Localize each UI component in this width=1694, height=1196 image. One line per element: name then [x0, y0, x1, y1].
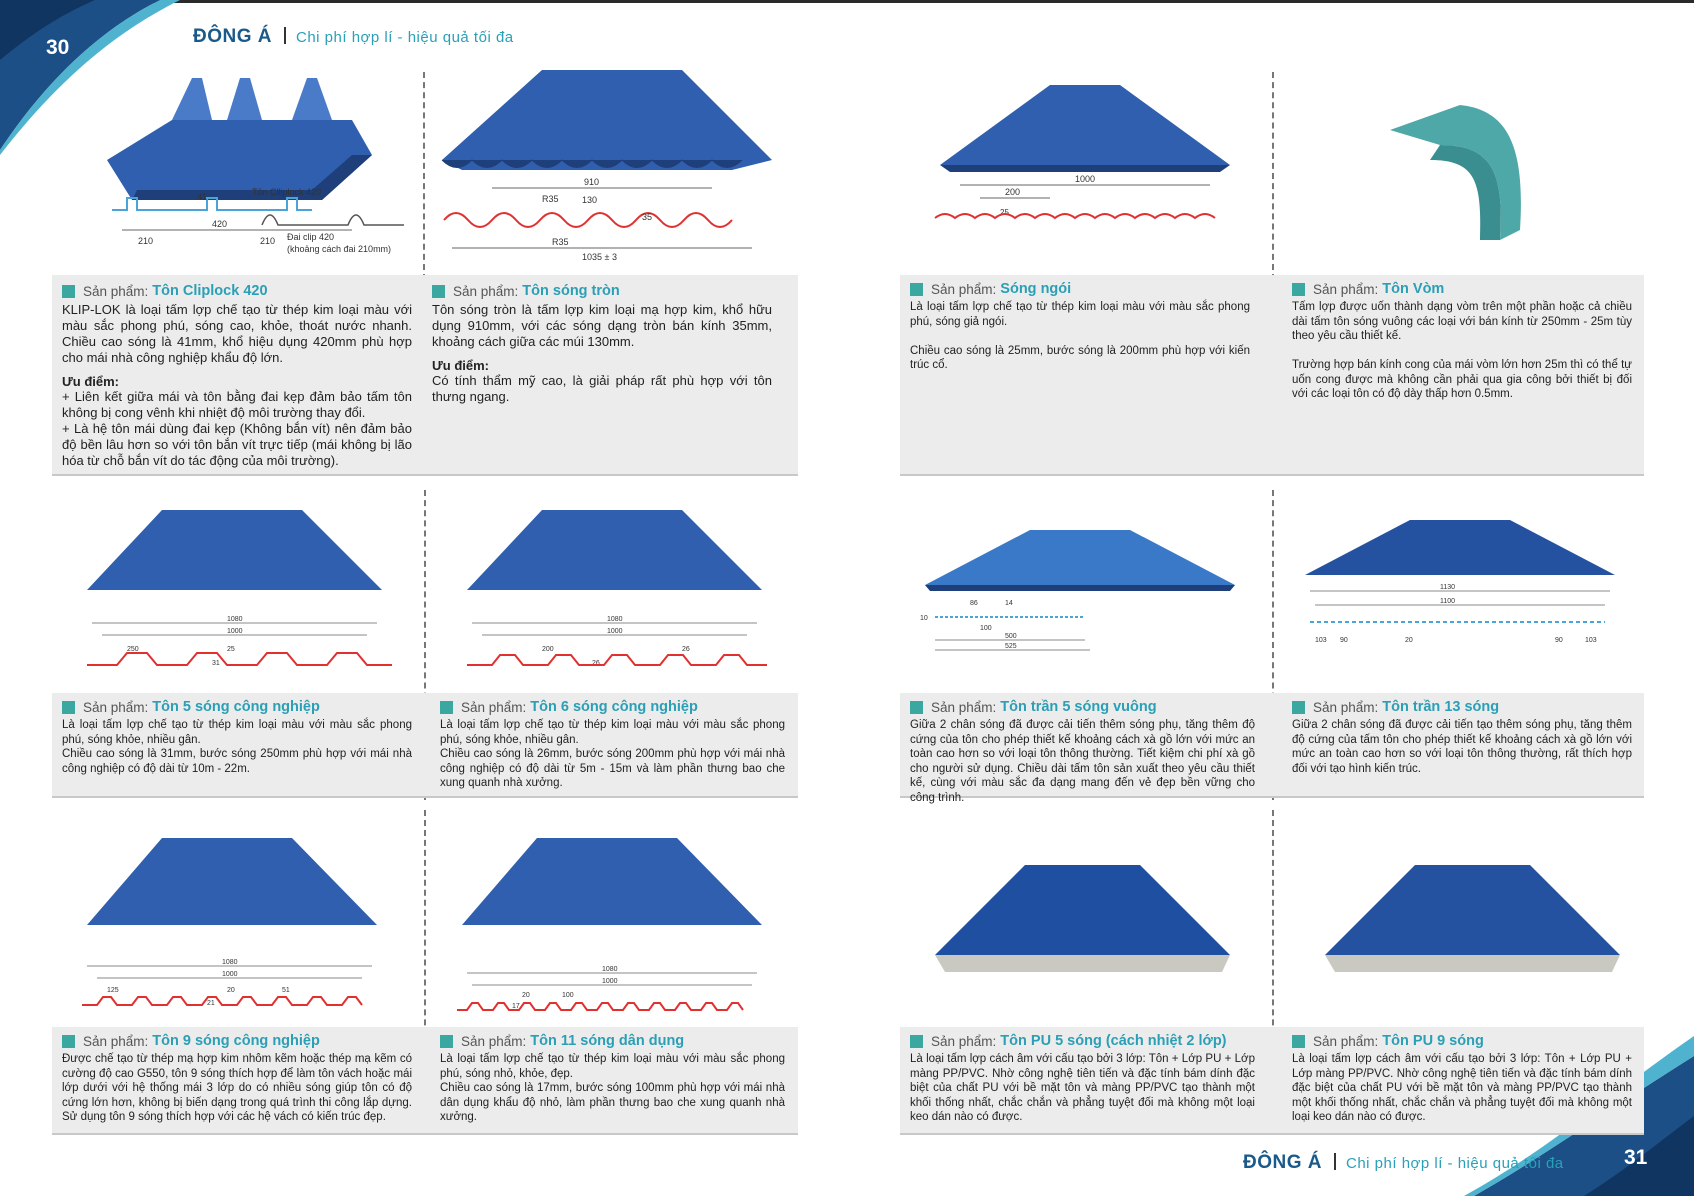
bullet-square-icon	[910, 701, 923, 714]
dim-a: 103	[1315, 637, 1327, 644]
product-image-song5	[82, 505, 392, 675]
product-image-tran5	[920, 505, 1240, 675]
product-image-song6	[462, 505, 772, 675]
header-brand-right	[1243, 1152, 1564, 1174]
dim-a: 210	[138, 236, 154, 246]
dim-w: 1000	[227, 628, 243, 635]
dim-b: 51	[282, 987, 290, 994]
bullet-square-icon	[1292, 701, 1305, 714]
product-label-prefix: Sản phẩm:	[1313, 699, 1379, 715]
dim-r1: R35	[542, 194, 559, 204]
dim-b: 210	[260, 236, 276, 246]
page-number-right: 31	[1624, 1146, 1648, 1169]
product-title	[910, 281, 1250, 297]
product-name: Tôn trần 13 sóng	[1382, 699, 1500, 715]
dim-w: 1000	[602, 978, 618, 985]
bullet-square-icon	[432, 285, 445, 298]
product-name: Tôn Cliplock 420	[152, 283, 268, 299]
product-title	[440, 1033, 785, 1049]
brand-tagline: Chi phí hợp lí - hiệu quả tối đa	[1346, 1155, 1564, 1172]
bullet-square-icon	[440, 701, 453, 714]
product-card-cliplock	[52, 275, 798, 476]
product-label-prefix: Sản phẩm:	[1313, 281, 1379, 297]
dim-c: 100	[980, 625, 992, 632]
product-label-prefix: Sản phẩm:	[931, 1033, 997, 1049]
product-cell-row2-left	[52, 495, 798, 800]
dim-total: 525	[1005, 643, 1017, 650]
dim-p: 200	[1005, 187, 1021, 197]
product-label-prefix: Sản phẩm:	[453, 283, 519, 299]
dim-a: 26	[682, 646, 690, 653]
dim-p: 100	[562, 992, 574, 999]
product-image-song9	[77, 830, 387, 1015]
product-cell-song-ngoi-vom	[900, 60, 1644, 476]
product-name: Tôn trần 5 sóng vuông	[1000, 699, 1157, 715]
dim-h: 17	[512, 1003, 520, 1010]
dim-w: 500	[1005, 633, 1017, 640]
product-title	[62, 1033, 412, 1049]
product-card-row2-right	[900, 693, 1644, 804]
product-label-prefix: Sản phẩm:	[83, 699, 149, 715]
product-title	[432, 283, 772, 299]
dim-p: 125	[107, 987, 119, 994]
product-title	[1292, 281, 1632, 297]
page-number-left: 30	[46, 36, 70, 59]
product-image-song-ngoi	[920, 70, 1240, 270]
brand-name: ĐÔNG Á	[1243, 1152, 1322, 1173]
dim-total: 1080	[222, 959, 238, 966]
top-border	[0, 0, 1694, 3]
product-image-song11	[452, 830, 772, 1015]
product-desc: Tấm lợp được uốn thành dạng vòm trên một phần hoặc cả chiều dài tấm tôn sóng vuông các loại với bán kính từ 250mm - 25m tùy theo yêu cầu thiết kế. Trường hợp bán kính cong của mái vòm lớn hơn 25m thì có thể tự uốn cong được mà không cần phải qua gia công bởi thiết bị đối với các loại tôn có độ dày thấp hơn 0.5mm.	[1292, 301, 1632, 400]
product-title	[910, 699, 1255, 715]
product-label-prefix: Sản phẩm:	[461, 699, 527, 715]
product-desc: Là loại tấm lợp cách âm với cấu tạo bởi 3 lớp: Tôn + Lớp PU + Lớp màng PP/PVC. Nhờ công nghệ tiên tiến và đặc tính bám dính đặc biệt của chất PU với bề mặt tôn và màng PP/PVC tạo thành một khối thống nhất, chắc chắn và phẳng tuyệt đối mà không một loại keo dán nào có được.	[910, 1053, 1255, 1123]
product-label-prefix: Sản phẩm:	[931, 281, 997, 297]
dim-title: Tôn Clliplock 420	[252, 187, 322, 197]
product-title	[910, 1033, 1255, 1049]
bullet-square-icon	[1292, 283, 1305, 296]
product-desc: Là loại tấm lợp chế tạo từ thép kim loại màu với màu sắc phong phú, sóng nhỏ, khỏe, đẹp. Chiều cao sóng là 17mm, bước sóng 100mm phù hợp với mái nhà dân dụng khẩu độ nhỏ, làm phần thưng bao che xung quanh nhà xưởng.	[440, 1053, 785, 1123]
bullet-square-icon	[910, 1035, 923, 1048]
product-name: Tôn 6 sóng công nghiệp	[530, 699, 698, 715]
product-cell-cliplock	[52, 60, 798, 476]
dim-c: 20	[1405, 637, 1413, 644]
dim-w: 910	[584, 177, 600, 187]
dim-w: 1100	[1440, 598, 1456, 605]
product-cell-row2-right	[900, 495, 1644, 804]
dim-w: 1000	[222, 971, 238, 978]
product-desc: KLIP-LOK là loại tấm lợp chế tạo từ thép kim loại màu với màu sắc phong phú, sóng cao, khỏe, thoát nước nhanh. Chiều cao sóng là 41mm, khổ hiệu dụng 420mm phù hợp cho mái nhà công nghiệp khẩu độ lớn.	[62, 302, 412, 365]
product-name: Sóng ngói	[1000, 281, 1072, 297]
bullet-square-icon	[1292, 1035, 1305, 1048]
product-cell-row3-left	[52, 820, 798, 1135]
brand-divider	[284, 27, 286, 44]
product-name: Tôn Vòm	[1382, 281, 1445, 297]
product-name: Tôn 11 sóng dân dụng	[530, 1033, 685, 1049]
brand-divider	[1334, 1153, 1336, 1170]
dim-p: 250	[127, 646, 139, 653]
brand-name: ĐÔNG Á	[193, 26, 272, 47]
dim-a: 20	[522, 992, 530, 999]
product-image-tran13	[1300, 505, 1620, 675]
dim-p: 200	[542, 646, 554, 653]
dim-total: 1035 ± 3	[582, 252, 617, 262]
brand-tagline: Chi phí hợp lí - hiệu quả tối đa	[296, 29, 514, 46]
product-name: Tôn 5 sóng công nghiệp	[152, 699, 320, 715]
dim-total: 1080	[227, 616, 243, 623]
product-desc: Là loại tấm lợp chế tạo từ thép kim loại màu với màu sắc phong phú, sóng giả ngói. Chiều cao sóng là 25mm, bước sóng là 200mm phù hợp với kiến trúc cổ.	[910, 301, 1250, 371]
dim-w: 420	[212, 219, 228, 229]
dim-b: 14	[1005, 600, 1013, 607]
product-cell-row3-right	[900, 820, 1644, 1135]
product-card-song-ngoi-vom	[900, 275, 1644, 476]
product-name: Tôn PU 5 sóng (cách nhiệt 2 lớp)	[1000, 1033, 1227, 1049]
product-desc: Là loại tấm lợp chế tạo từ thép kim loại màu với màu sắc phong phú, sóng khỏe, nhiều gân. Chiều cao sóng là 31mm, bước sóng 250mm phù hợp với mái nhà công nghiệp có độ dài từ 10m - 22m.	[62, 719, 412, 775]
advantages-text: Có tính thẩm mỹ cao, là giải pháp rất phù hợp với tôn thưng ngang.	[432, 373, 772, 404]
dim-p: 130	[582, 195, 598, 205]
product-label-prefix: Sản phẩm:	[461, 1033, 527, 1049]
dim-a: 20	[227, 987, 235, 994]
product-label-prefix: Sản phẩm:	[931, 699, 997, 715]
dim-b: 90	[1340, 637, 1348, 644]
dim-h: 26	[592, 660, 600, 667]
dim-h: 10	[920, 615, 928, 622]
product-title	[1292, 1033, 1632, 1049]
header-brand-left	[193, 26, 514, 48]
advantages-title: Ưu điểm:	[62, 374, 120, 389]
product-desc: Giữa 2 chân sóng đã được cải tiến thêm sóng phụ, tăng thêm độ cứng của tôn cho phép thiết kế khoảng cách xà gồ lớn với mức an toàn cao hơn so với loại tôn thông thường. Tiết kiệm chi phí xà gồ cho người sử dụng. Chiều dài tấm tôn sản xuất theo yêu cầu thiết kế, cùng với màu sắc đa dạng mang đến vẻ đẹp bền vững cho công trình.	[910, 719, 1255, 804]
bullet-square-icon	[62, 285, 75, 298]
product-name: Tôn sóng tròn	[522, 283, 620, 299]
product-title	[62, 699, 412, 715]
product-desc: Giữa 2 chân sóng đã được cải tiến tạo thêm sóng phụ, tăng thêm độ cứng của tấm tôn cho phép thiết kế khoảng cách xà gồ lớn với mức an toàn cao hơn so với loại tôn thông thường, rất thích hợp đối với tạo hình kiến trúc.	[1292, 719, 1632, 775]
product-image-pu5	[930, 860, 1230, 990]
product-name: Tôn PU 9 sóng	[1382, 1033, 1484, 1049]
product-desc: Là loại tấm lợp chế tạo từ thép kim loại màu với màu sắc phong phú, sóng khỏe, nhiều gân. Chiều cao sóng là 26mm, bước sóng 200mm phù hợp với mái nhà công nghiệp có độ dài từ 5m - 15m và làm phần thưng bao che xung quanh nhà xưởng.	[440, 719, 785, 789]
dim-d: 90	[1555, 637, 1563, 644]
product-desc: Là loại tấm lợp cách âm với cấu tạo bởi 3 lớp: Tôn + Lớp PU + Lớp màng PP/PVC. Nhờ công nghệ tiên tiến và đặc tính bám dính đặc biệt của chất PU với bề mặt tôn và màng PP/PVC tạo thành một khối thống nhất, chắc chắn và phẳng tuyệt đối mà không một loại keo dán nào có được.	[1292, 1053, 1632, 1123]
product-label-prefix: Sản phẩm:	[83, 283, 149, 299]
product-desc: Được chế tạo từ thép mạ hợp kim nhôm kẽm hoặc thép mạ kẽm có cường độ cao G550, tôn 9 sóng thích hợp để làm tôn vách hoặc mái lớp dưới với hệ thống mái 3 lớp do có nhiều sóng giúp tôn có độ cứng lớn hơn, không bị biến dạng trong quá trình thi công lắp dựng. Sử dụng tôn 9 sóng thích hợp với các hệ vách có kiến trúc đẹp.	[62, 1053, 412, 1123]
dim-r2: R35	[552, 237, 569, 247]
bullet-square-icon	[62, 701, 75, 714]
product-title	[440, 699, 785, 715]
dim-h: 31	[212, 660, 220, 667]
bullet-square-icon	[62, 1035, 75, 1048]
dim-total: 1130	[1440, 584, 1456, 591]
dim-h: 41	[197, 192, 208, 202]
dim-w: 1000	[1075, 174, 1096, 184]
product-image-song-tron	[432, 60, 772, 275]
dim-a: 25	[227, 646, 235, 653]
bullet-square-icon	[910, 283, 923, 296]
dim-total: 1080	[607, 616, 623, 623]
advantages-title: Ưu điểm:	[432, 358, 490, 373]
advantages-text: + Liên kết giữa mái và tôn bằng đai kẹp đảm bảo tấm tôn không bị cong vênh khi nhiệt độ môi trường thay đổi. + Là hệ tôn mái dùng đai kẹp (Không bắn vít) nên đảm bảo độ bền lâu hơn so với tôn bắn vít trực tiếp (mái không bị lão hóa từ chỗ bắn vít do tác động của môi trường).	[62, 389, 412, 468]
dim-clip: Đai clip 420	[287, 232, 335, 242]
product-image-pu9	[1320, 860, 1620, 990]
dim-total: 1080	[602, 966, 618, 973]
product-label-prefix: Sản phẩm:	[83, 1033, 149, 1049]
dim-h: 21	[207, 1000, 215, 1007]
product-name: Tôn 9 sóng công nghiệp	[152, 1033, 320, 1049]
dim-h: 25	[1000, 208, 1009, 217]
dim-w: 1000	[607, 628, 623, 635]
dim-a: 86	[970, 600, 978, 607]
product-desc: Tôn sóng tròn là tấm lợp kim loại mạ hợp kim, khổ hữu dụng 910mm, với các sóng dạng tròn bán kính 35mm, khoảng cách giữa các múi 130mm.	[432, 302, 772, 349]
dim-h: 35	[642, 212, 653, 222]
product-image-vom	[1380, 90, 1580, 280]
product-card-row2-left	[52, 693, 798, 798]
product-label-prefix: Sản phẩm:	[1313, 1033, 1379, 1049]
bullet-square-icon	[440, 1035, 453, 1048]
dim-e: 103	[1585, 637, 1597, 644]
product-card-row3-left	[52, 1027, 798, 1135]
product-card-row3-right	[900, 1027, 1644, 1135]
product-title	[1292, 699, 1632, 715]
dim-clip2: (khoảng cách đai 210mm)	[287, 244, 392, 254]
